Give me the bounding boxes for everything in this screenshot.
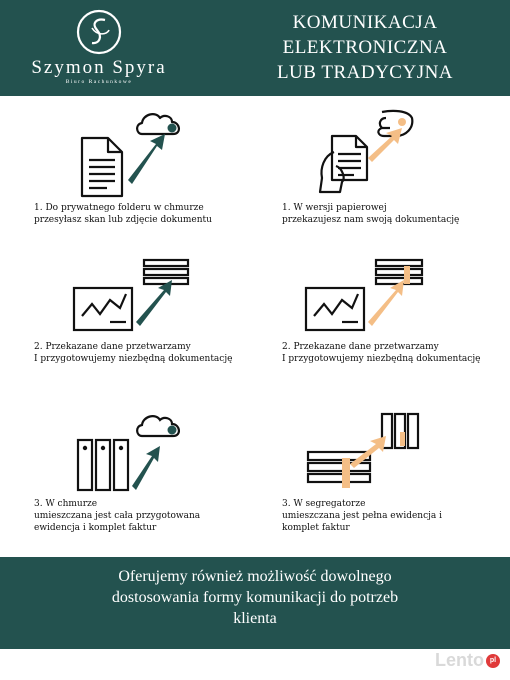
header-banner [0, 0, 510, 96]
step-caption: 3. W segregatorze umieszczana jest pełna ewidencja i komplet faktur [282, 499, 443, 533]
step-caption: 2. Przekazane dane przetwarzamy I przygotowujemy niezbędną dokumentację [34, 342, 233, 364]
step-caption: 3. W chmurze umieszczana jest cała przygotowana ewidencja i komplet faktur [34, 499, 201, 533]
footer-line: dostosowania formy komunikacji do potrzeb [111, 589, 399, 606]
step-caption: 1. W wersji papierowej przekazujesz nam swoją dokumentację [282, 203, 460, 225]
footer-line: klienta [233, 610, 277, 627]
chart-to-stack-paper-icon [302, 258, 426, 332]
step-caption: 2. Przekazane dane przetwarzamy I przygotowujemy niezbędną dokumentację [282, 342, 481, 364]
title-line: LUB TRADYCYJNA [276, 62, 454, 83]
watermark: Lento pl [435, 650, 500, 671]
page-title [222, 10, 508, 85]
brand-subtitle: Biuro Rachunkowe [65, 79, 133, 85]
brand-name: Szymon Spyra [31, 57, 167, 78]
hand-document-handover-icon [312, 106, 422, 198]
title-line: KOMUNIKACJA [292, 12, 438, 33]
footer-line: Oferujemy również możliwość dowolnego [118, 568, 392, 585]
watermark-badge: pl [486, 654, 500, 668]
title-line: ELEKTRONICZNA [282, 37, 448, 58]
logo-emblem-icon [75, 8, 123, 56]
chart-to-stack-icon [70, 258, 194, 332]
footer-banner [0, 557, 510, 649]
step-caption: 1. Do prywatnego folderu w chmurze przesyłasz skan lub zdjęcie dokumentu [34, 203, 212, 225]
stack-to-binders-icon [304, 410, 420, 492]
binders-to-cloud-icon [74, 406, 190, 492]
logo [6, 8, 192, 92]
document-cloud-upload-icon [72, 108, 190, 198]
